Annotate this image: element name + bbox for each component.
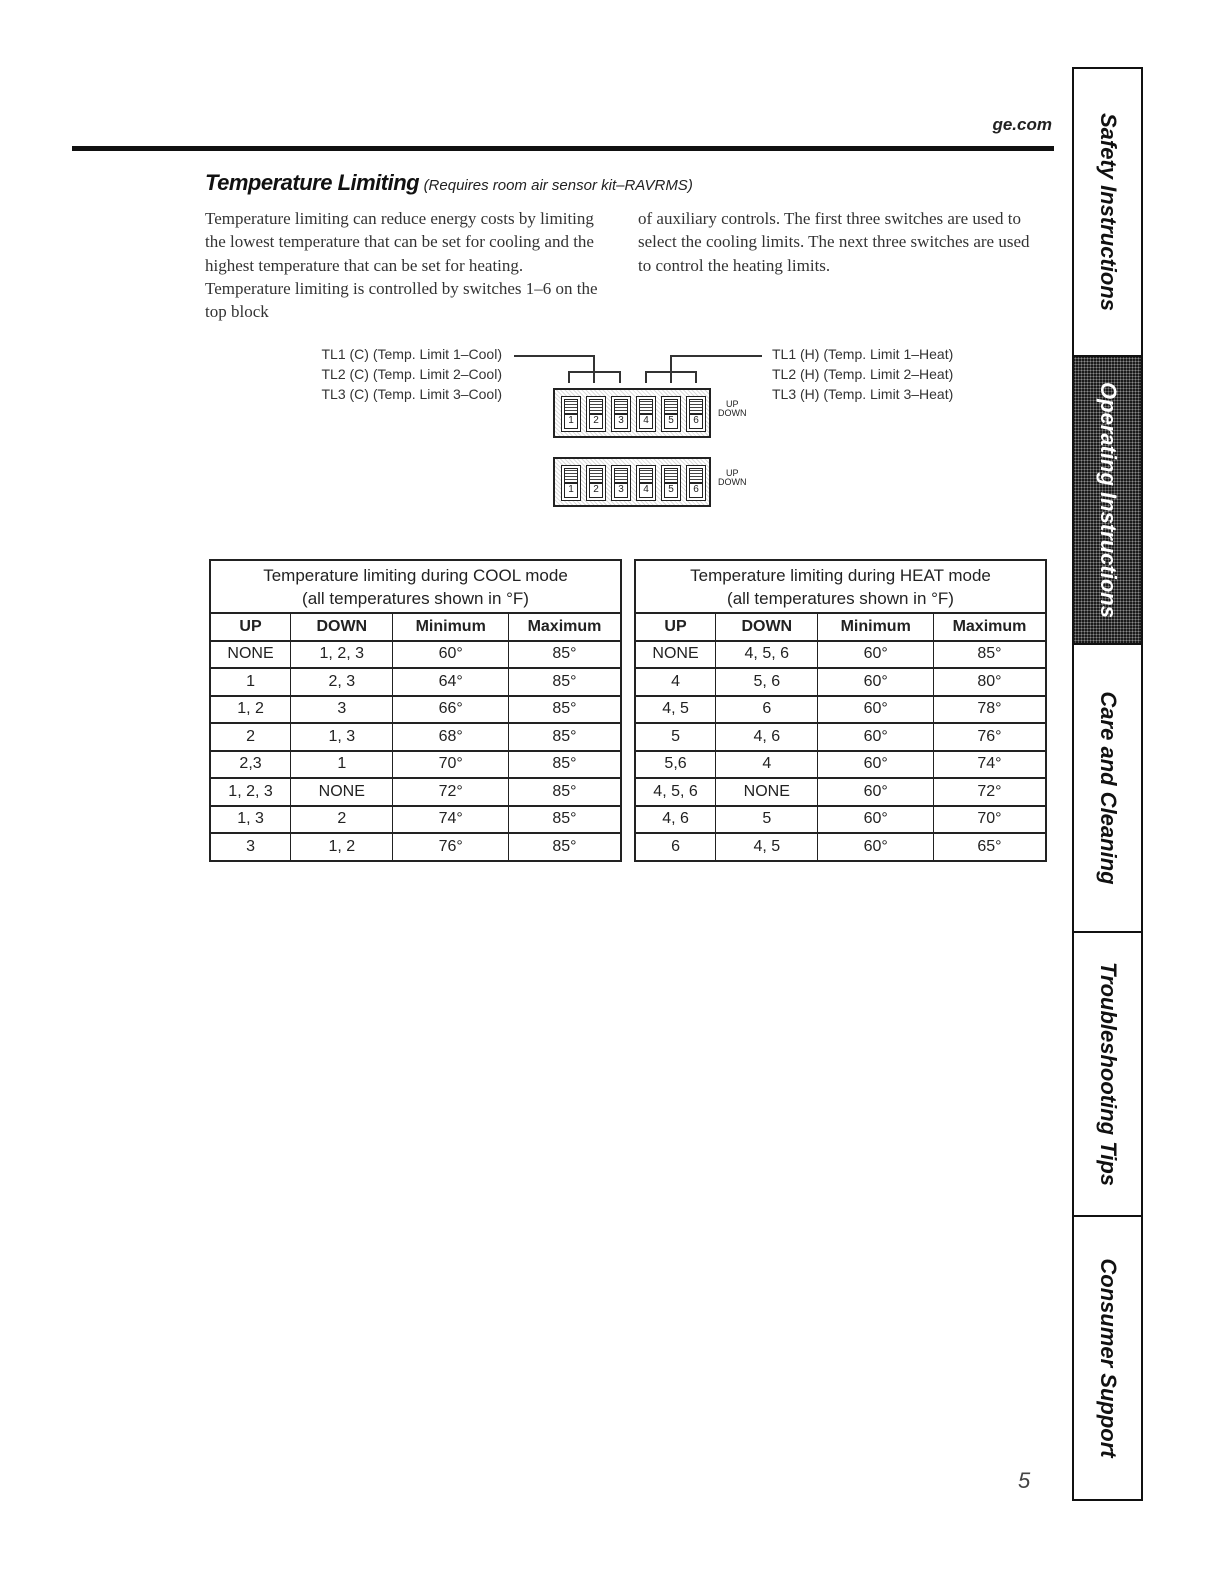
cell-min: 72° [393,778,508,806]
cell-up: NONE [635,641,716,669]
table-row [210,833,621,861]
cell-min: 60° [818,833,933,861]
down-label: DOWN [718,408,747,418]
cool-table-caption [210,560,621,613]
column-header: Minimum [818,613,933,641]
table-row [210,806,621,834]
tab-label: Troubleshooting Tips [1095,961,1121,1187]
tl1-heat-label: TL1 (H) (Temp. Limit 1–Heat) [772,346,954,362]
cell-min: 60° [818,696,933,724]
cell-up: 1, 2 [210,696,291,724]
bottom-switch-block [553,457,711,507]
top-updown-label [718,400,747,418]
table-row [635,723,1046,751]
cell-max: 85° [508,751,621,779]
cell-down: 4, 5 [716,833,818,861]
cell-min: 60° [818,806,933,834]
cell-max: 85° [508,806,621,834]
table-header-row [210,613,621,641]
cell-max: 85° [508,696,621,724]
cell-min: 76° [393,833,508,861]
table-row [635,778,1046,806]
up-label: UP [725,399,739,409]
cell-up: NONE [210,641,291,669]
cell-down: 2 [291,806,393,834]
switch-diagram [300,340,980,515]
tab-safety-instructions[interactable] [1074,69,1141,357]
cell-down: 2, 3 [291,668,393,696]
dip-switch[interactable] [586,465,606,501]
cool-tick-1 [568,371,570,383]
section-tabs [1072,67,1143,1501]
tab-label: Consumer Support [1095,1258,1121,1458]
cell-up: 3 [210,833,291,861]
cell-max: 74° [933,751,1046,779]
dip-switch[interactable] [611,465,631,501]
cool-tick-3 [619,371,621,383]
table-row [210,696,621,724]
cell-max: 76° [933,723,1046,751]
cell-down: 1, 2, 3 [291,641,393,669]
switch-number: 6 [689,414,703,429]
tl3-cool-label: TL3 (C) (Temp. Limit 3–Cool) [321,386,502,402]
tl3-heat-label: TL3 (H) (Temp. Limit 3–Heat) [772,386,954,402]
cool-limit-table [209,559,622,862]
cell-down: 1 [291,751,393,779]
cell-down: 4 [716,751,818,779]
cell-max: 85° [508,641,621,669]
dip-switch[interactable] [686,396,706,432]
cell-min: 60° [818,751,933,779]
heat-labels [772,344,972,406]
top-switch-block [553,388,711,438]
cell-max: 85° [508,778,621,806]
table-row [210,641,621,669]
cell-min: 70° [393,751,508,779]
cell-up: 2,3 [210,751,291,779]
cell-min: 60° [393,641,508,669]
cell-down: 1, 2 [291,833,393,861]
cell-min: 64° [393,668,508,696]
cell-up: 1, 2, 3 [210,778,291,806]
cell-up: 4 [635,668,716,696]
column-header: DOWN [716,613,818,641]
cell-down: 1, 3 [291,723,393,751]
tab-label: Operating Instructions [1095,382,1121,618]
switch-number: 5 [664,483,678,498]
column-header: UP [210,613,291,641]
heat-tick-1 [645,371,647,383]
table-row [210,723,621,751]
tab-consumer-support[interactable] [1074,1217,1141,1499]
cell-max: 85° [508,833,621,861]
cell-max: 78° [933,696,1046,724]
table-row [635,833,1046,861]
dip-switch[interactable] [561,396,581,432]
cell-max: 80° [933,668,1046,696]
switch-number: 5 [664,414,678,429]
tab-label: Safety Instructions [1095,112,1121,312]
table-row [635,806,1046,834]
cell-up: 1, 3 [210,806,291,834]
cell-up: 4, 5 [635,696,716,724]
cell-min: 60° [818,778,933,806]
cell-min: 74° [393,806,508,834]
table-row [210,778,621,806]
dip-switch[interactable] [636,465,656,501]
dip-switch[interactable] [611,396,631,432]
heat-tick-2 [670,371,672,383]
intro-paragraph-col1: Temperature limiting can reduce energy costs by limiting the lowest temperature that can be set for cooling and the highest temperature that can be set for heating. Temperature limiting is controlled by switches 1–6 on the top block [205,209,598,322]
dip-switch[interactable] [686,465,706,501]
cell-up: 5,6 [635,751,716,779]
cell-down: NONE [716,778,818,806]
table-row [210,751,621,779]
table-row [210,668,621,696]
cell-min: 60° [818,641,933,669]
cell-down: 3 [291,696,393,724]
cell-up: 1 [210,668,291,696]
dip-switch[interactable] [586,396,606,432]
cell-down: 5 [716,806,818,834]
tl2-heat-label: TL2 (H) (Temp. Limit 2–Heat) [772,366,954,382]
table-row [635,696,1046,724]
heat-limit-table [634,559,1047,862]
intro-paragraph-col2: of auxiliary controls. The first three switches are used to select the cooling limits. The next three switches are used to control the heating limits. [638,209,1030,275]
switch-number: 6 [689,483,703,498]
heat-caption-line2: (all temperatures shown in °F) [727,589,954,608]
heat-drop-line [670,355,672,371]
switch-number: 2 [589,414,603,429]
cool-labels [300,344,502,406]
tl2-cool-label: TL2 (C) (Temp. Limit 2–Cool) [321,366,502,382]
section-heading [205,170,693,196]
cell-down: NONE [291,778,393,806]
cool-tick-2 [593,371,595,383]
tab-care-and-cleaning[interactable] [1074,645,1141,933]
cell-min: 68° [393,723,508,751]
dip-switch[interactable] [661,465,681,501]
switch-number: 4 [639,414,653,429]
cell-up: 4, 5, 6 [635,778,716,806]
cell-min: 60° [818,668,933,696]
dip-switch[interactable] [561,465,581,501]
cool-drop-line [593,355,595,371]
header-rule [72,146,1054,151]
switch-number: 1 [564,414,578,429]
cool-leader-line [514,355,594,357]
section-subtitle: (Requires room air sensor kit–RAVRMS) [423,177,693,194]
tab-label: Care and Cleaning [1095,691,1121,885]
cell-max: 72° [933,778,1046,806]
heat-table-caption [635,560,1046,613]
cell-max: 85° [508,723,621,751]
column-header: DOWN [291,613,393,641]
column-header: Minimum [393,613,508,641]
table-header-row [635,613,1046,641]
section-title: Temperature Limiting [205,170,420,195]
table-row [635,641,1046,669]
cell-down: 4, 6 [716,723,818,751]
cell-max: 85° [933,641,1046,669]
cell-max: 65° [933,833,1046,861]
cell-up: 6 [635,833,716,861]
up-label: UP [725,468,739,478]
dip-switch[interactable] [661,396,681,432]
dip-switch[interactable] [636,396,656,432]
bottom-updown-label [718,469,747,487]
switch-number: 3 [614,414,628,429]
site-url: ge.com [992,115,1052,134]
heat-leader-line [670,355,762,357]
cell-max: 70° [933,806,1046,834]
column-header: UP [635,613,716,641]
cool-caption-line2: (all temperatures shown in °F) [302,589,529,608]
cell-down: 4, 5, 6 [716,641,818,669]
heat-caption-line1: Temperature limiting during HEAT mode [690,566,991,585]
cell-down: 5, 6 [716,668,818,696]
tab-operating-instructions[interactable] [1074,357,1141,645]
heat-tick-3 [695,371,697,383]
cell-up: 5 [635,723,716,751]
tl1-cool-label: TL1 (C) (Temp. Limit 1–Cool) [321,346,502,362]
column-header: Maximum [508,613,621,641]
table-row [635,668,1046,696]
switch-number: 3 [614,483,628,498]
page-number: 5 [1018,1468,1031,1493]
cell-max: 85° [508,668,621,696]
cell-up: 4, 6 [635,806,716,834]
column-header: Maximum [933,613,1046,641]
cell-up: 2 [210,723,291,751]
switch-number: 4 [639,483,653,498]
cool-caption-line1: Temperature limiting during COOL mode [263,566,568,585]
cell-down: 6 [716,696,818,724]
switch-number: 1 [564,483,578,498]
table-row [635,751,1046,779]
cell-min: 66° [393,696,508,724]
cell-min: 60° [818,723,933,751]
tab-troubleshooting-tips[interactable] [1074,933,1141,1217]
down-label: DOWN [718,477,747,487]
switch-number: 2 [589,483,603,498]
